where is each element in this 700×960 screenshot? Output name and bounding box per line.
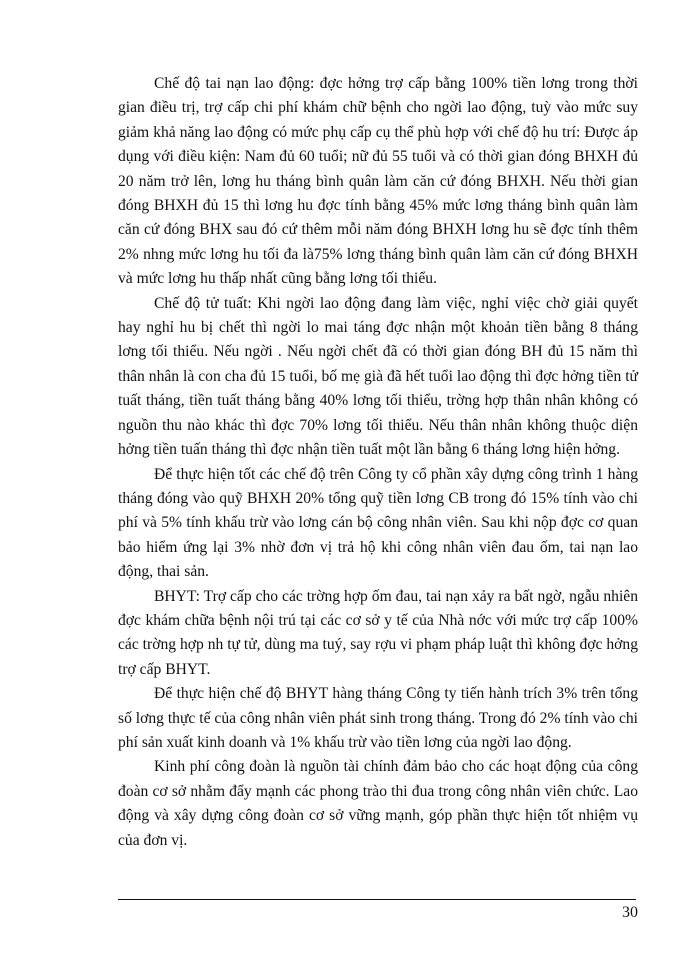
page-number: 30: [622, 904, 638, 921]
paragraph-union-fund: Kinh phí công đoàn là nguồn tài chính đảm bảo cho các hoạt động của công đoàn cơ sở nhằm đẩy mạnh các phong trào thi đua trong công nhân viên chức. Lao động và xây dựng công đoàn cơ sở vững mạnh, góp phần thực hiện tốt nhiệm vụ của đơn vị.: [118, 758, 638, 849]
footer-divider: [118, 899, 636, 900]
paragraph-health-insurance: BHYT: Trợ cấp cho các trờng hợp ốm đau, tai nạn xảy ra bất ngờ, ngẫu nhiên đợc khám chữa bệnh nội trú tại các cơ sở y tế của Nhà nớc với mức trợ cấp 100% các trờng hợp nh tự tử, dùng ma tuý, say rợu vi phạm pháp luật thì không đợc hởng trợ cấp BHYT.: [118, 587, 638, 678]
paragraph-social-insurance-contribution: Để thực hiện tốt các chế độ trên Công ty cổ phần xây dựng công trình 1 hàng tháng đóng vào quỹ BHXH 20% tổng quỹ tiền lơng CB trong đó 15% tính vào chi phí và 5% tính khấu trừ vào lơng cán bộ công nhân viên. Sau khi nộp đợc cơ quan bảo hiểm ứng lại 3% nhờ đơn vị trả hộ khi công nhân viên đau ốm, tai nạn lao động, thai sản.: [118, 465, 638, 581]
paragraph-death-benefit: Chế độ tử tuất: Khi ngời lao động đang làm việc, nghỉ việc chờ giải quyết hay nghỉ hu bị chết thì ngời lo mai táng đợc nhận một khoản tiền bằng 8 tháng lơng tối thiểu. Nếu ngời . Nếu ngời chết đã có thời gian đóng BH đủ 15 năm thì thân nhân là con cha đủ 15 tuổi, bố mẹ già đã hết tuổi lao động thì đợc hởng tiền tử tuất tháng, tiền tuất tháng bằng 40% lơng tối thiểu, trờng hợp thân nhân không có nguồn thu nào khác thì đợc 70% lơng tối thiểu. Nếu thân nhân không thuộc diện hởng tiền tuấn tháng thì đợc nhận tiền tuất một lần bằng 6 tháng lơng hiện hởng.: [118, 294, 638, 459]
paragraph-labor-accident: Chế độ tai nạn lao động: đợc hởng trợ cấp bằng 100% tiền lơng trong thời gian điều trị, trợ cấp chi phí khám chữ bệnh cho ngời lao động, tuỳ vào mức suy giảm khả năng lao động có mức phụ cấp cụ thể phù hợp với chế độ hu trí: Được áp dụng với điều kiện: Nam đủ 60 tuổi; nữ đủ 55 tuổi và có thời gian đóng BHXH đủ 20 năm trở lên, lơng hu tháng bình quân làm căn cứ đóng BHXH. Nếu thời gian đóng BHXH đủ 15 thì lơng hu đợc tính bằng 45% mức lơng tháng bình quân làm căn cứ đóng BHX sau đó cứ thêm mỗi năm đóng BHXH lơng hu sẽ đợc tính thêm 2% nhng mức lơng hu tối đa là75% lơng tháng bình quân làm căn cứ đóng BHXH và mức lơng hu thấp nhất cũng bằng lơng tối thiểu.: [118, 75, 638, 288]
document-body: [118, 72, 638, 853]
paragraph-health-insurance-deduction: Để thực hiện chế độ BHYT hàng tháng Công ty tiến hành trích 3% trên tổng số lơng thực tế của công nhân viên phát sinh trong tháng. Trong đó 2% tính vào chi phí sản xuất kinh doanh và 1% khấu trừ vào tiền lơng của ngời lao động.: [118, 685, 638, 751]
